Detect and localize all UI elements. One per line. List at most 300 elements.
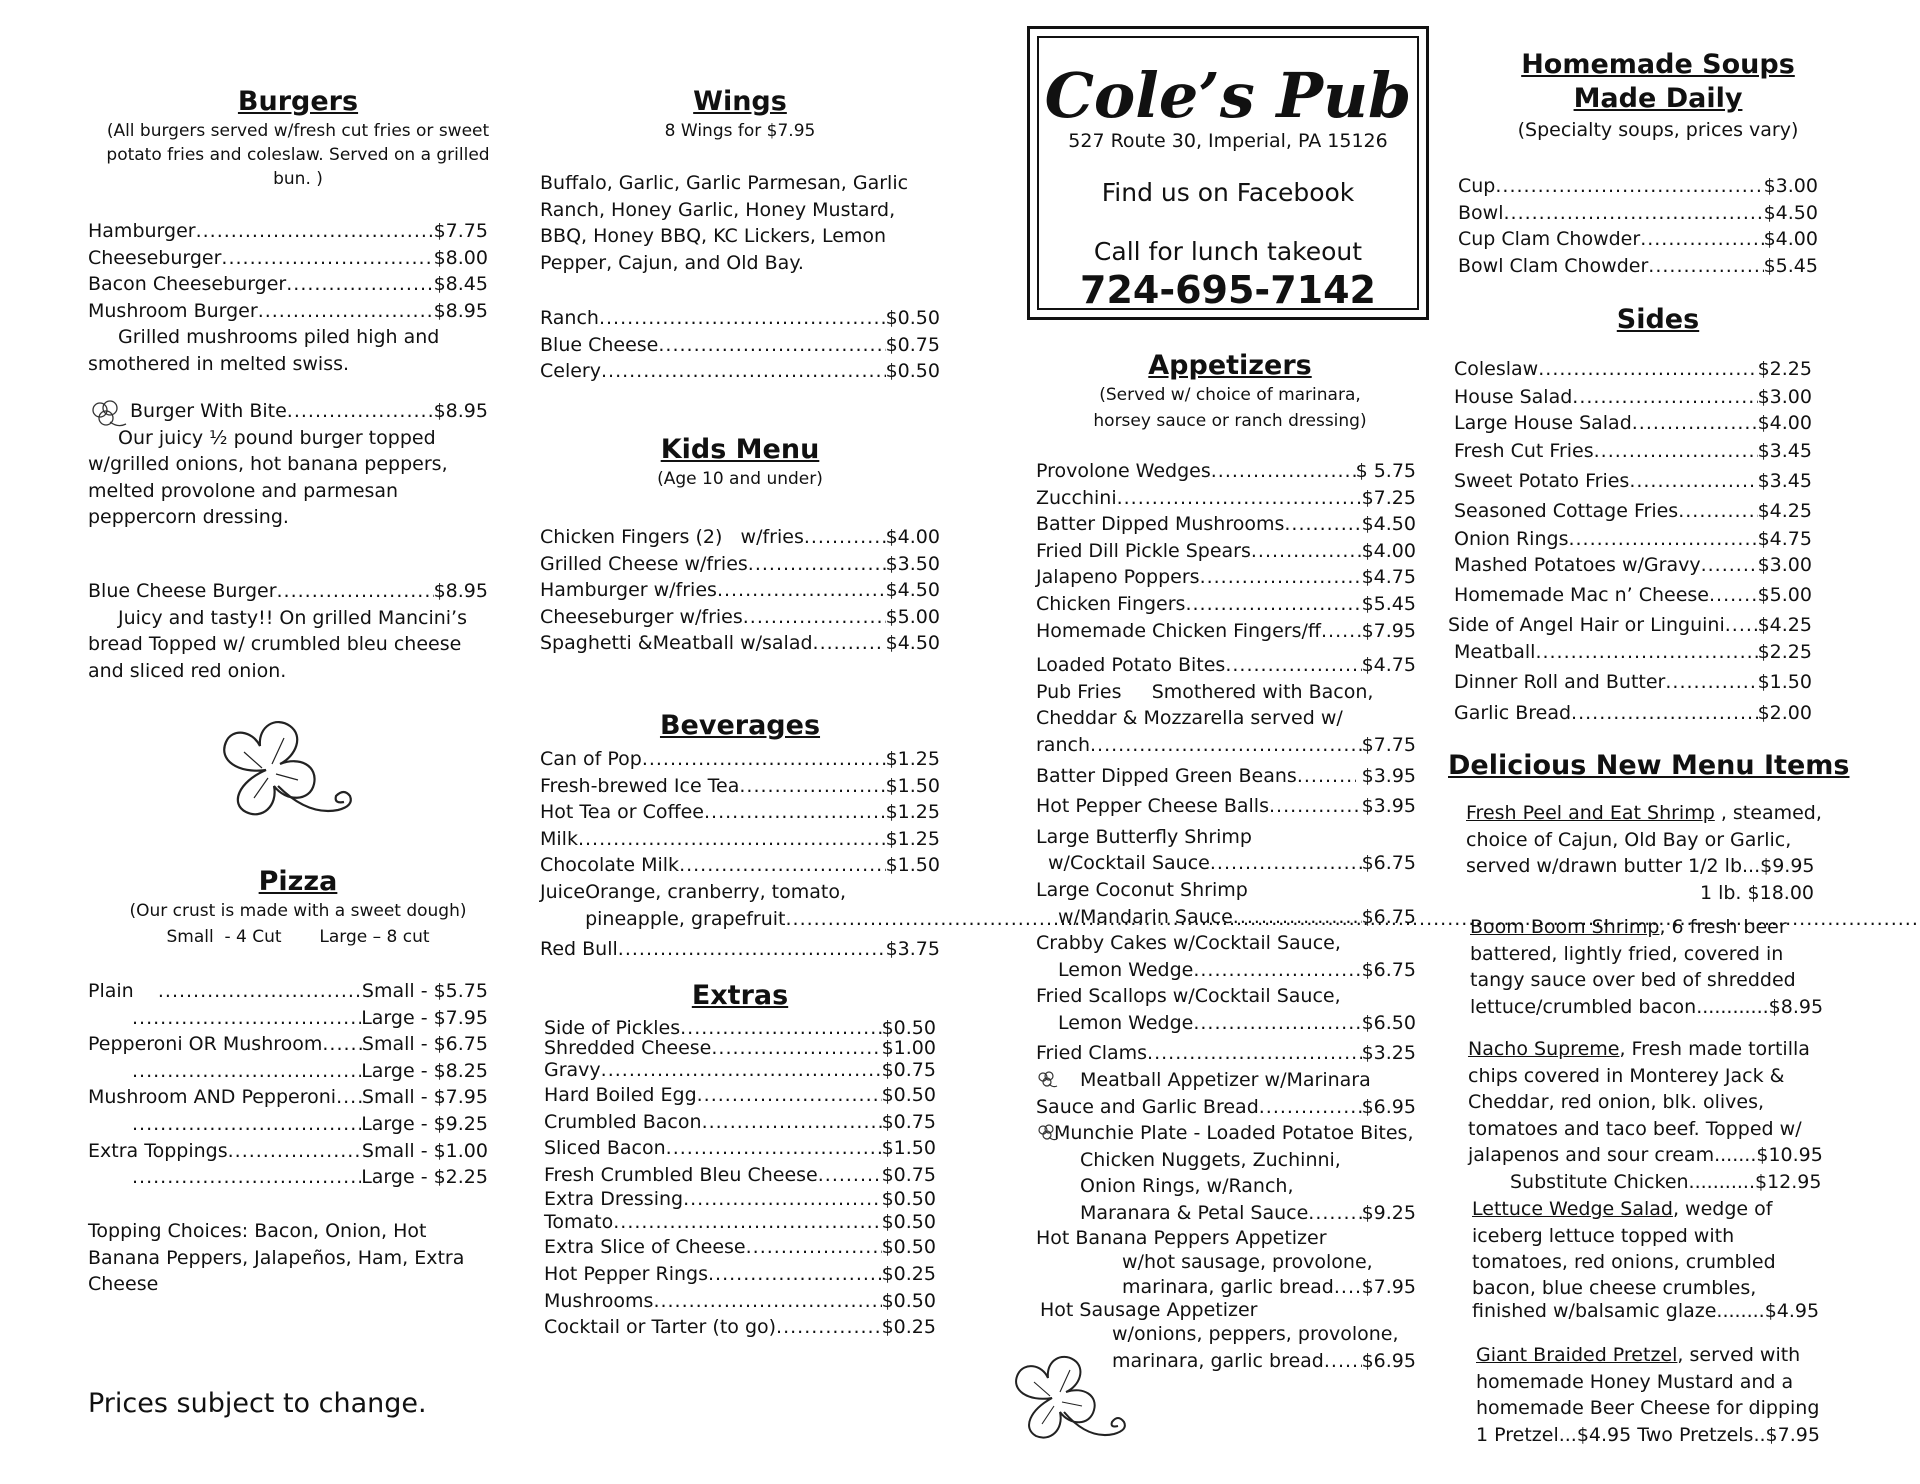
- item-name: Hamburger w/fries: [540, 579, 717, 602]
- menu-item: [1036, 1200, 1416, 1227]
- menu-item: [544, 1135, 936, 1162]
- item-price: $3.00: [1757, 386, 1812, 408]
- menu-item: [540, 305, 940, 332]
- blue-cheese-burger: [88, 578, 488, 684]
- item-name: Side of Angel Hair or Linguini: [1448, 614, 1725, 636]
- item-description: tangy sauce over bed of shredded: [1470, 969, 1796, 992]
- appetizers-list: [1036, 458, 1416, 1374]
- menu-item: [1454, 526, 1812, 552]
- takeout-text: Call for lunch takeout: [1093, 237, 1363, 266]
- dot-leader: [717, 577, 886, 604]
- item-price: $1.50: [885, 854, 940, 877]
- item-price: $6.95: [1361, 1095, 1416, 1118]
- menu-item: [1458, 173, 1818, 200]
- item-price: $4.75: [1757, 528, 1812, 550]
- item-name: Side of Pickles: [544, 1017, 681, 1039]
- item-price: $7.75: [1361, 733, 1416, 756]
- item-price: $8.00: [433, 246, 488, 269]
- item-name: Cup: [1458, 175, 1496, 197]
- item-description: [1468, 1036, 1858, 1063]
- item-name: Hot Pepper Cheese Balls: [1036, 795, 1269, 818]
- kids-title: Kids Menu: [660, 434, 820, 465]
- dot-leader: [1259, 1094, 1362, 1121]
- item-name: Mushroom Burger: [88, 299, 258, 322]
- dot-leader: [679, 852, 886, 879]
- shamrock-icon: [88, 398, 130, 432]
- toppings-text: Cheese: [88, 1273, 159, 1296]
- dot-leader: [653, 1288, 881, 1315]
- item-name: Plain: [88, 980, 158, 1002]
- dot-leader: [704, 799, 886, 826]
- appetizers-subtitle: horsey sauce or ranch dressing): [1093, 411, 1367, 431]
- menu-item: [544, 1261, 936, 1288]
- item-name: Coleslaw: [1454, 358, 1539, 380]
- item-name: Large House Salad: [1454, 412, 1632, 434]
- menu-item: [540, 746, 940, 773]
- menu-item: [1036, 763, 1416, 790]
- item-name: Extra Toppings: [88, 1139, 228, 1162]
- dot-leader: [776, 1314, 882, 1341]
- dot-leader: [1709, 578, 1758, 612]
- dot-leader: [322, 1031, 362, 1058]
- item-name: Fresh Crumbled Bleu Cheese: [544, 1163, 818, 1186]
- menu-item: [88, 978, 488, 1005]
- item-name: Hamburger: [88, 220, 196, 242]
- dot-leader: [1200, 564, 1362, 591]
- menu-item: [88, 218, 488, 245]
- item-price: $0.50: [881, 1188, 936, 1211]
- item-name: Batter Dipped Mushrooms: [1036, 513, 1285, 536]
- item-name: Bacon Cheeseburger: [88, 273, 287, 296]
- item-name: Maranara & Petal Sauce: [1080, 1202, 1309, 1225]
- item-description: served w/drawn butter 1/2 lb...$9.95: [1466, 855, 1815, 878]
- menu-item: [88, 1005, 488, 1032]
- item-price: Small - $6.75: [361, 1033, 488, 1056]
- menu-item: [1036, 957, 1416, 984]
- soups-title: Homemade Soups: [1521, 49, 1795, 80]
- wings-subtitle: 8 Wings for $7.95: [664, 121, 816, 141]
- item-name: Milk: [540, 827, 578, 850]
- dot-leader: [1640, 226, 1763, 253]
- item-price: $0.75: [885, 333, 940, 356]
- item-name: Lemon Wedge: [1058, 1011, 1194, 1034]
- item-price: $3.45: [1757, 440, 1812, 462]
- dot-leader: [286, 271, 433, 298]
- item-name: Can of Pop: [540, 748, 642, 770]
- dot-leader: [1495, 173, 1763, 200]
- item-name: Mushroom AND Pepperoni: [88, 1086, 337, 1109]
- menu-item: [1454, 638, 1812, 666]
- item-name: Chicken Fingers (2) w/fries: [540, 526, 804, 548]
- kids-section: [540, 434, 940, 491]
- dot-leader: [601, 358, 886, 385]
- wings-section: [540, 86, 940, 143]
- dot-leader: [818, 1162, 882, 1189]
- dot-leader: [287, 398, 434, 425]
- item-name: Nacho Supreme: [1468, 1038, 1620, 1060]
- menu-item: [540, 332, 940, 359]
- item-description: w/hot sausage, provolone,: [1122, 1250, 1373, 1273]
- item-description: Munchie Plate - Loaded Potatoe Bites,: [1054, 1122, 1414, 1145]
- dot-leader: [680, 1018, 881, 1038]
- menu-item: [88, 298, 488, 325]
- item-price: $3.00: [1763, 175, 1818, 197]
- dot-leader: [1090, 732, 1362, 759]
- item-name: Pepperoni OR Mushroom: [88, 1033, 323, 1056]
- item-price: Large - $2.25: [361, 1166, 488, 1189]
- item-name: Shredded Cheese: [544, 1037, 712, 1059]
- item-name: Mashed Potatoes w/Gravy: [1454, 554, 1701, 576]
- item-text: , steamed,: [1714, 802, 1822, 824]
- item-price: $2.25: [1757, 358, 1812, 380]
- menu-item: [1036, 458, 1416, 485]
- item-price: $0.50: [881, 1084, 936, 1106]
- dot-leader: [1665, 666, 1757, 698]
- item-description: pineapple, grapefruit: [585, 907, 786, 930]
- item-price: $8.95: [433, 299, 488, 322]
- item-price: $5.00: [885, 605, 940, 628]
- item-price: $1.25: [885, 801, 940, 824]
- item-description: Our juicy ½ pound burger topped: [118, 426, 436, 449]
- facebook-text: Find us on Facebook: [1101, 178, 1355, 207]
- dot-leader: [1632, 410, 1758, 436]
- item-name: Giant Braided Pretzel: [1476, 1344, 1678, 1366]
- menu-item: [1036, 1040, 1416, 1067]
- dot-leader: [1678, 496, 1757, 526]
- dot-leader: [1210, 850, 1362, 877]
- menu-item: [1036, 793, 1416, 820]
- item-price: $0.50: [881, 1017, 936, 1039]
- flavors-text: Pepper, Cajun, and Old Bay.: [540, 251, 804, 274]
- item-name: Chicken Fingers: [1036, 592, 1186, 615]
- item-price: $3.95: [1361, 795, 1416, 818]
- item-price: Large - $7.95: [361, 1006, 488, 1029]
- item-price: Large - $8.25: [361, 1059, 488, 1082]
- item-name: Celery: [540, 360, 601, 383]
- item-name: Batter Dipped Green Beans: [1036, 764, 1297, 787]
- item-price: $4.50: [885, 579, 940, 602]
- item-price: $0.75: [881, 1059, 936, 1081]
- item-description: Chicken Nuggets, Zuchinni,: [1080, 1148, 1341, 1171]
- item-price: Small - $7.95: [361, 1086, 488, 1109]
- item-name: Homemade Mac n’ Cheese: [1454, 584, 1709, 606]
- item-price: Small - $1.00: [361, 1139, 488, 1162]
- menu-item: [1454, 666, 1812, 698]
- menu-item: [544, 1109, 936, 1136]
- kids-subtitle: (Age 10 and under): [657, 469, 823, 489]
- menu-item: [1458, 200, 1818, 227]
- item-description: 1 lb. $18.00: [1699, 881, 1814, 904]
- menu-item: [540, 826, 940, 853]
- dot-leader: [739, 773, 885, 800]
- menu-item: [544, 1288, 936, 1315]
- dot-leader: [1321, 618, 1362, 645]
- dot-leader: [336, 1084, 362, 1111]
- item-price: $4.00: [1361, 539, 1416, 562]
- item-name: Fresh Cut Fries: [1454, 440, 1594, 462]
- burgers-list: [88, 218, 488, 378]
- item-price: $1.50: [1757, 671, 1812, 693]
- dot-leader: [1538, 354, 1757, 384]
- menu-item: [1036, 904, 1416, 931]
- beverages-section: [540, 710, 940, 741]
- item-name: House Salad: [1454, 386, 1573, 408]
- soups-list: [1458, 173, 1818, 279]
- soups-section: [1448, 48, 1868, 142]
- item-name: Chocolate Milk: [540, 854, 680, 877]
- dot-leader: [258, 298, 434, 325]
- dot-leader: [1147, 1040, 1362, 1067]
- item-description: w/onions, peppers, provolone,: [1112, 1323, 1399, 1346]
- menu-item: [1036, 732, 1416, 759]
- pub-header-inner: [1037, 36, 1419, 310]
- dot-leader: [813, 630, 880, 657]
- appetizers-subtitle: (Served w/ choice of marinara,: [1099, 385, 1361, 405]
- new-item-pretzel: [1476, 1342, 1866, 1448]
- item-description: 1 Pretzel...$4.95 Two Pretzels..$7.95: [1476, 1423, 1820, 1446]
- new-item-nacho: [1468, 1036, 1858, 1196]
- meatball-item: [1036, 1067, 1416, 1094]
- item-description: [1470, 914, 1850, 941]
- item-price: $6.75: [1361, 905, 1416, 928]
- item-name: Hot Pepper Rings: [544, 1262, 709, 1285]
- item-name: Cheeseburger: [88, 246, 222, 269]
- pizza-list: [88, 978, 488, 1191]
- item-description: smothered in melted swiss.: [88, 352, 350, 375]
- burgers-sub-line: potato fries and coleslaw. Served on a grilled: [106, 145, 490, 165]
- pub-header-box: [1027, 26, 1429, 320]
- toppings-text: Topping Choices: Bacon, Onion, Hot: [88, 1220, 427, 1242]
- menu-item: [1036, 850, 1416, 877]
- item-price: $7.95: [1361, 1276, 1416, 1299]
- item-name: Tomato: [544, 1211, 614, 1234]
- item-description: Substitute Chicken...........$12.95: [1510, 1170, 1822, 1193]
- item-price: $4.00: [885, 526, 940, 548]
- item-price: $1.00: [881, 1037, 936, 1059]
- dot-leader: [1117, 485, 1362, 512]
- item-price: $4.50: [879, 632, 940, 655]
- dot-leader: [1251, 538, 1362, 565]
- dot-leader: [601, 1058, 882, 1082]
- menu-item: [88, 1138, 488, 1165]
- item-description: iceberg lettuce topped with: [1472, 1224, 1735, 1247]
- item-name: ranch: [1036, 733, 1090, 756]
- burger-with-bite: [88, 398, 488, 531]
- sides-list: [1448, 354, 1812, 728]
- item-name: Juice: [540, 880, 586, 903]
- dot-leader: [804, 524, 886, 551]
- item-description: Pub Fries Smothered with Bacon,: [1036, 680, 1374, 703]
- shamrock-icon: [990, 1348, 1140, 1458]
- pizza-cuts: Small - 4 Cut Large – 8 cut: [166, 927, 430, 947]
- item-description: w/grilled onions, hot banana peppers,: [88, 453, 448, 476]
- item-name: Cocktail or Tarter (to go): [544, 1316, 777, 1339]
- item-description: homemade Honey Mustard and a: [1476, 1370, 1794, 1393]
- item-description: jalapenos and sour cream.......$10.95: [1468, 1144, 1823, 1167]
- beverages-list: [540, 746, 940, 963]
- item-price: $4.75: [1361, 654, 1416, 677]
- item-description: lettuce/crumbled bacon............$8.95: [1470, 995, 1824, 1018]
- pizza-title: Pizza: [258, 866, 338, 897]
- item-name: Crumbled Bacon: [544, 1110, 702, 1133]
- item-name: Cup Clam Chowder: [1458, 228, 1641, 251]
- menu-item: [88, 398, 488, 425]
- soups-subtitle: (Specialty soups, prices vary): [1517, 119, 1799, 141]
- item-name: Seasoned Cottage Fries: [1454, 500, 1679, 522]
- item-price: $5.00: [1757, 584, 1812, 606]
- item-name: Gravy: [544, 1059, 601, 1081]
- item-description: [1476, 1342, 1866, 1369]
- dot-leader: [1334, 1275, 1362, 1299]
- item-name: Blue Cheese: [540, 333, 659, 356]
- menu-item: [1448, 612, 1812, 638]
- item-name: Spaghetti &Meatball w/salad: [540, 632, 813, 655]
- item-description: Large Butterfly Shrimp: [1036, 825, 1252, 848]
- item-description: and sliced red onion.: [88, 659, 287, 682]
- item-price: $0.50: [881, 1211, 936, 1234]
- item-name: Lemon Wedge: [1058, 958, 1194, 981]
- menu-item: [1036, 1275, 1416, 1299]
- shamrock-icon: [1036, 1123, 1058, 1143]
- item-name: Lettuce Wedge Salad: [1472, 1198, 1673, 1220]
- item-name: Red Bull: [540, 938, 618, 961]
- menu-item: [88, 271, 488, 298]
- menu-item: [88, 1058, 488, 1085]
- menu-item: [88, 1031, 488, 1058]
- item-description: tomatoes and taco beef. Topped w/: [1468, 1117, 1802, 1140]
- item-price: $3.75: [885, 938, 940, 961]
- item-price: $4.00: [1757, 412, 1812, 434]
- item-name: Sweet Potato Fries: [1454, 470, 1630, 492]
- dot-leader: [1193, 957, 1361, 984]
- item-name: Meatball: [1454, 641, 1536, 663]
- dot-leader: [277, 578, 434, 605]
- menu-item: [544, 1162, 936, 1189]
- item-name: Hot Tea or Coffee: [540, 801, 704, 824]
- dot-leader: [599, 305, 886, 332]
- dot-leader: [132, 1005, 361, 1032]
- item-name: Grilled Cheese w/fries: [540, 552, 748, 575]
- item-price: $7.95: [1361, 619, 1416, 642]
- item-description: choice of Cajun, Old Bay or Garlic,: [1466, 828, 1792, 851]
- item-price: $5.45: [1361, 592, 1416, 615]
- item-description: Grilled mushrooms piled high and: [118, 326, 440, 349]
- menu-item: [1454, 552, 1812, 578]
- item-name: Onion Rings: [1454, 528, 1569, 550]
- menu-item: [544, 1018, 936, 1038]
- item-description: battered, lightly fried, covered in: [1470, 942, 1784, 965]
- wings-flavors: [540, 170, 940, 276]
- menu-item: [1454, 698, 1812, 728]
- item-text: , 6 fresh beer: [1659, 916, 1787, 938]
- menu-item: [1036, 511, 1416, 538]
- item-price: $6.75: [1361, 852, 1416, 875]
- item-price: $3.45: [1757, 470, 1812, 492]
- dot-leader: [1269, 793, 1362, 820]
- item-price: $0.25: [881, 1316, 936, 1339]
- menu-item: [540, 524, 940, 551]
- menu-item: [1454, 578, 1812, 612]
- menu-item: [544, 1038, 936, 1058]
- extras-section: [540, 980, 940, 1011]
- item-name: Extra Slice of Cheese: [544, 1236, 746, 1259]
- dot-leader: [1324, 1348, 1362, 1375]
- menu-item: [1036, 591, 1416, 618]
- item-text: , wedge of: [1672, 1198, 1773, 1220]
- menu-item: [1454, 354, 1812, 384]
- wings-addons: [540, 305, 940, 385]
- dot-leader: [743, 604, 886, 631]
- dot-leader: [1535, 638, 1757, 666]
- item-price: $4.25: [1757, 614, 1812, 636]
- dot-leader: [666, 1135, 882, 1162]
- item-text: , served with: [1677, 1344, 1801, 1366]
- item-price: $6.50: [1361, 1011, 1416, 1034]
- menu-item: [1458, 226, 1818, 253]
- item-description: Hot Sausage Appetizer: [1040, 1299, 1258, 1322]
- phone-number[interactable]: 724-695-7142: [1080, 268, 1376, 312]
- dot-leader: [748, 551, 886, 578]
- item-name: Loaded Potato Bites: [1036, 654, 1226, 677]
- item-description: Orange, cranberry, tomato,: [585, 880, 846, 903]
- dot-leader: [196, 218, 434, 245]
- pub-address: 527 Route 30, Imperial, PA 15126: [1068, 130, 1388, 152]
- dot-leader: [642, 746, 886, 773]
- menu-item: [540, 630, 940, 657]
- appetizers-title: Appetizers: [1148, 350, 1312, 381]
- dot-leader: [1629, 466, 1757, 496]
- new-items-title: Delicious New Menu Items: [1448, 750, 1850, 781]
- new-item-wedge: [1472, 1196, 1852, 1322]
- item-description: Juicy and tasty!! On grilled Mancini’s: [118, 606, 467, 629]
- dot-leader: [132, 1058, 361, 1085]
- dot-leader: [1648, 253, 1763, 280]
- dot-leader: [1594, 436, 1758, 466]
- dot-leader: [683, 1188, 882, 1210]
- kids-list: [540, 524, 940, 657]
- pizza-subtitle: (Our crust is made with a sweet dough): [129, 901, 467, 921]
- item-price: $1.25: [885, 827, 940, 850]
- item-price: $6.75: [1361, 958, 1416, 981]
- dot-leader: [746, 1234, 882, 1261]
- item-description: [1472, 1196, 1852, 1223]
- item-price: $9.25: [1361, 1202, 1416, 1225]
- menu-item: [1454, 466, 1812, 496]
- item-name: Hard Boiled Egg: [544, 1084, 697, 1106]
- item-description: Crabby Cakes w/Cocktail Sauce,: [1036, 932, 1341, 955]
- item-name: marinara, garlic bread: [1122, 1276, 1334, 1299]
- item-name: Zucchini: [1036, 486, 1117, 509]
- item-price: $1.50: [881, 1137, 936, 1160]
- menu-item: [1036, 1094, 1416, 1121]
- item-name: w/Mandarin Sauce: [1058, 905, 1233, 928]
- item-price: $4.50: [1361, 513, 1416, 536]
- menu-item: [1458, 253, 1818, 280]
- dot-leader: [1284, 511, 1361, 538]
- menu-item: [88, 578, 488, 605]
- item-name: Homemade Chicken Fingers/ff: [1036, 619, 1321, 642]
- item-description: bacon, blue cheese crumbles,: [1472, 1276, 1757, 1299]
- item-name: Jalapeno Poppers: [1036, 566, 1200, 589]
- item-price: $1.25: [885, 748, 940, 770]
- item-price: $0.50: [885, 360, 940, 383]
- sides-title: Sides: [1616, 304, 1700, 335]
- item-price: $1.50: [885, 774, 940, 797]
- new-items-section: [1448, 750, 1878, 781]
- burgers-sub-line: bun. ): [273, 169, 323, 189]
- dot-leader: [702, 1109, 882, 1136]
- menu-item: [1036, 538, 1416, 565]
